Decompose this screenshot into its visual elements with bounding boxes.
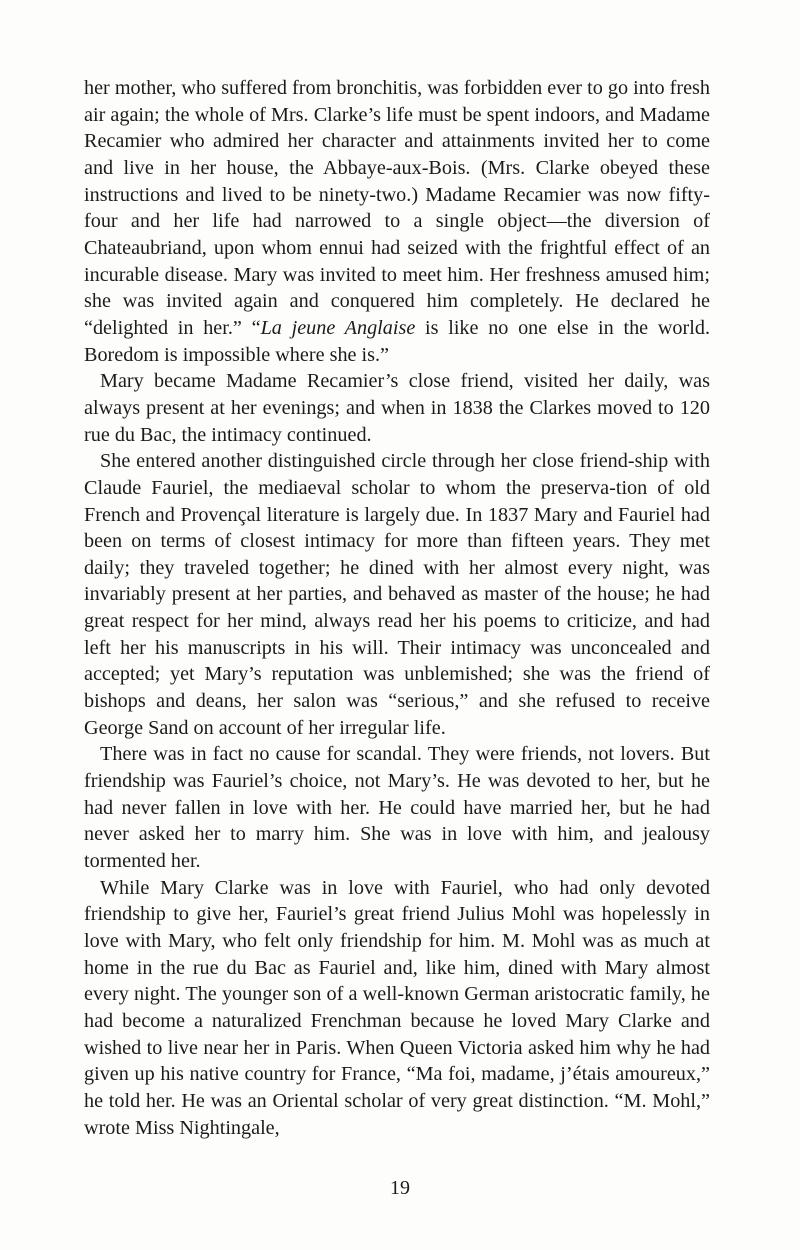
text-segment: Mary became Madame Recamier’s close friend, visited her daily, was always present at her evenings; and when in 1838 the Clarkes moved to 120 rue du Bac, the intimacy continued. [84, 370, 710, 446]
text-segment: her mother, who suffered from bronchitis, was forbidden ever to go into fresh air again; the whole of Mrs. Clarke’s life must be spent indoors, and Madame Recamier who admired her character and attainments invited her to come and live in her house, the Abbaye-aux-Bois. (Mrs. Clarke obeyed these instructions and lived to be ninety-two.) Madame Recamier was now fifty-four and her life had narrowed to a single object—the diversion of Chateaubriand, upon whom ennui had seized with the frightful effect of an incurable disease. Mary was invited to meet him. Her freshness amused him; she was invited again and conquered him completely. He declared he “delighted in her.” “ [84, 77, 710, 339]
text-segment: There was in fact no cause for scandal. They were friends, not lovers. But friendship was Fauriel’s choice, not Mary’s. He was devoted to her, but he had never fallen in love with her. He could have married her, but he had never asked her to marry him. She was in love with him, and jealousy tormented her. [84, 743, 710, 873]
page-number: 19 [390, 1177, 410, 1199]
text-segment: While Mary Clarke was in love with Fauriel, who had only devoted friendship to give her, Fauriel’s great friend Julius Mohl was hopelessly in love with Mary, who felt only friendship for him. M. Mohl was as much at home in the rue du Bac as Fauriel and, like him, dined with Mary almost every night. The younger son of a well-known German aristocratic family, he had become a naturalized Frenchman because he loved Mary Clarke and wished to live near her in Paris. When Queen Victoria asked him why he had given up his native country for France, “Ma foi, madame, j’étais amoureux,” he told her. He was an Oriental scholar of very great distinction. “M. Mohl,” wrote Miss Nightingale, [84, 876, 710, 1139]
paragraph-5 [84, 875, 710, 1142]
text-segment: She entered another distinguished circle through her close friend-ship with Claude Fauriel, the mediaeval scholar to whom the preserva-tion of old French and Provençal literature is largely due. In 1837 Mary and Fauriel had been on terms of closest intimacy for more than fifteen years. They met daily; they traveled together; he dined with her almost every night, was invariably present at her parties, and behaved as master of the house; he had great respect for her mind, always read her his poems to criticize, and had left her his manuscripts in his will. Their intimacy was unconcealed and accepted; yet Mary’s reputation was unblemished; she was the friend of bishops and deans, her salon was “serious,” and she refused to receive George Sand on account of her irregular life. [84, 450, 710, 739]
body-text [84, 75, 710, 1141]
paragraph-3 [84, 448, 710, 741]
italic-phrase: La jeune Anglaise [260, 316, 416, 339]
paragraph-2 [84, 368, 710, 448]
paragraph-4 [84, 741, 710, 874]
text-segment: is like no one else in the world. Boredom is impossible where she is.” [84, 316, 710, 366]
paragraph-1 [84, 75, 710, 368]
